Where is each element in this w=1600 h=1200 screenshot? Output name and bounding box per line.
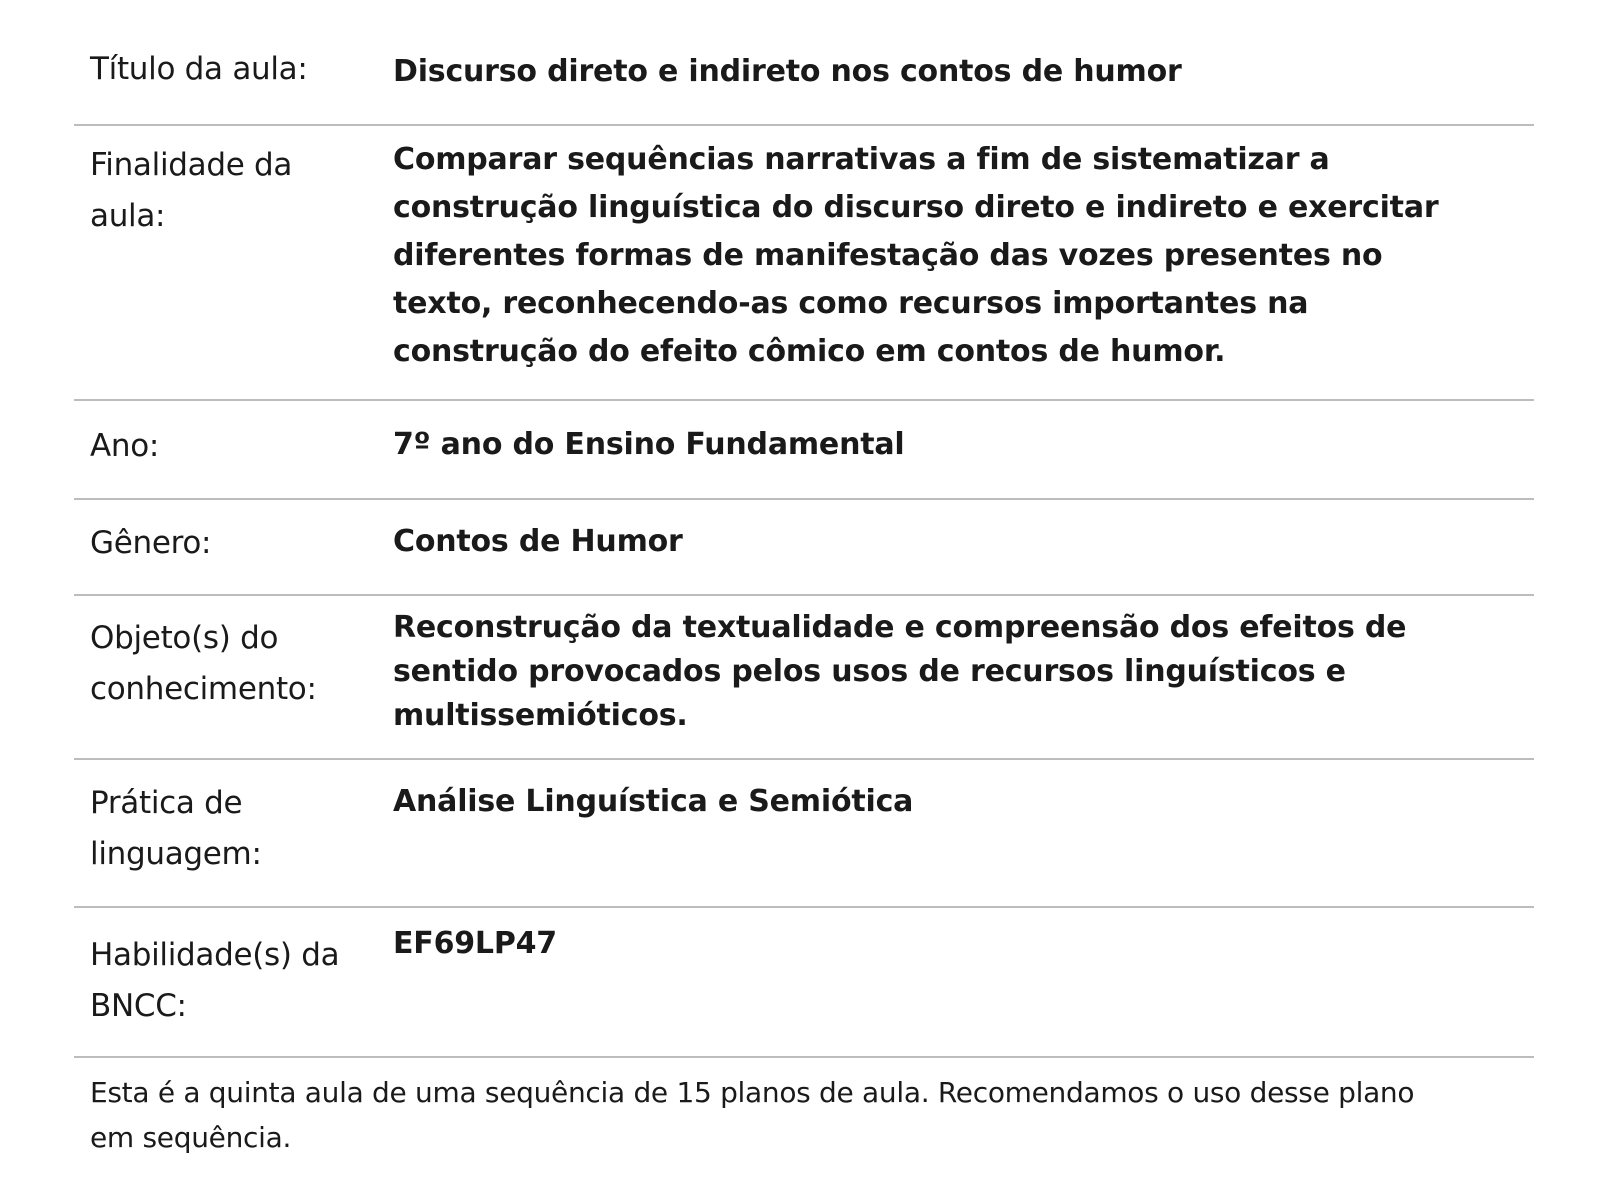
value-line: sentido provocados pelos usos de recursos linguísticos e (393, 654, 1346, 689)
note-line: Esta é a quinta aula de uma sequência de 15 planos de aula. Recomendamos o uso desse plano (90, 1076, 1415, 1109)
row-habilidade (74, 908, 1534, 1058)
label-line: linguagem: (90, 836, 262, 872)
label-line: conhecimento: (90, 671, 317, 707)
row-finalidade (74, 126, 1534, 401)
row-label (90, 140, 380, 242)
label-line: Título da aula: (90, 51, 308, 87)
value-line: construção do efeito cômico em contos de humor. (393, 334, 1226, 369)
row-value (393, 920, 557, 968)
row-genero (74, 500, 1534, 596)
row-value (393, 778, 913, 826)
label-line: BNCC: (90, 988, 187, 1024)
value-line: construção linguística do discurso direto e indireto e exercitar (393, 190, 1439, 225)
sequence-note (90, 1070, 1530, 1160)
row-objeto (74, 596, 1534, 760)
value-line: multissemióticos. (393, 698, 688, 733)
row-label (90, 44, 380, 95)
row-value (393, 606, 1406, 738)
value-line: texto, reconhecendo-as como recursos importantes na (393, 286, 1309, 321)
value-line: 7º ano do Ensino Fundamental (393, 427, 905, 462)
label-line: Ano: (90, 428, 160, 464)
value-line: diferentes formas de manifestação das vozes presentes no (393, 238, 1383, 273)
label-line: Prática de (90, 785, 243, 821)
row-ano (74, 401, 1534, 500)
value-line: Reconstrução da textualidade e compreensão dos efeitos de (393, 610, 1407, 645)
row-pratica (74, 760, 1534, 908)
label-line: Objeto(s) do (90, 620, 279, 656)
row-label (90, 421, 380, 472)
row-value (393, 518, 683, 566)
row-value (393, 48, 1182, 96)
value-line: Análise Linguística e Semiótica (393, 784, 914, 819)
row-label (90, 518, 380, 569)
lesson-info-table (74, 0, 1534, 1058)
value-line: Discurso direto e indireto nos contos de humor (393, 54, 1182, 89)
row-label (90, 930, 380, 1032)
row-titulo (74, 0, 1534, 126)
row-value (393, 421, 905, 469)
label-line: Habilidade(s) da (90, 937, 340, 973)
label-line: aula: (90, 198, 166, 234)
label-line: Gênero: (90, 525, 212, 561)
value-line: EF69LP47 (393, 926, 557, 961)
row-label (90, 778, 380, 880)
row-label (90, 613, 380, 715)
label-line: Finalidade da (90, 147, 293, 183)
row-value (393, 136, 1438, 376)
value-line: Comparar sequências narrativas a fim de sistematizar a (393, 142, 1330, 177)
note-line: em sequência. (90, 1121, 292, 1154)
value-line: Contos de Humor (393, 524, 683, 559)
